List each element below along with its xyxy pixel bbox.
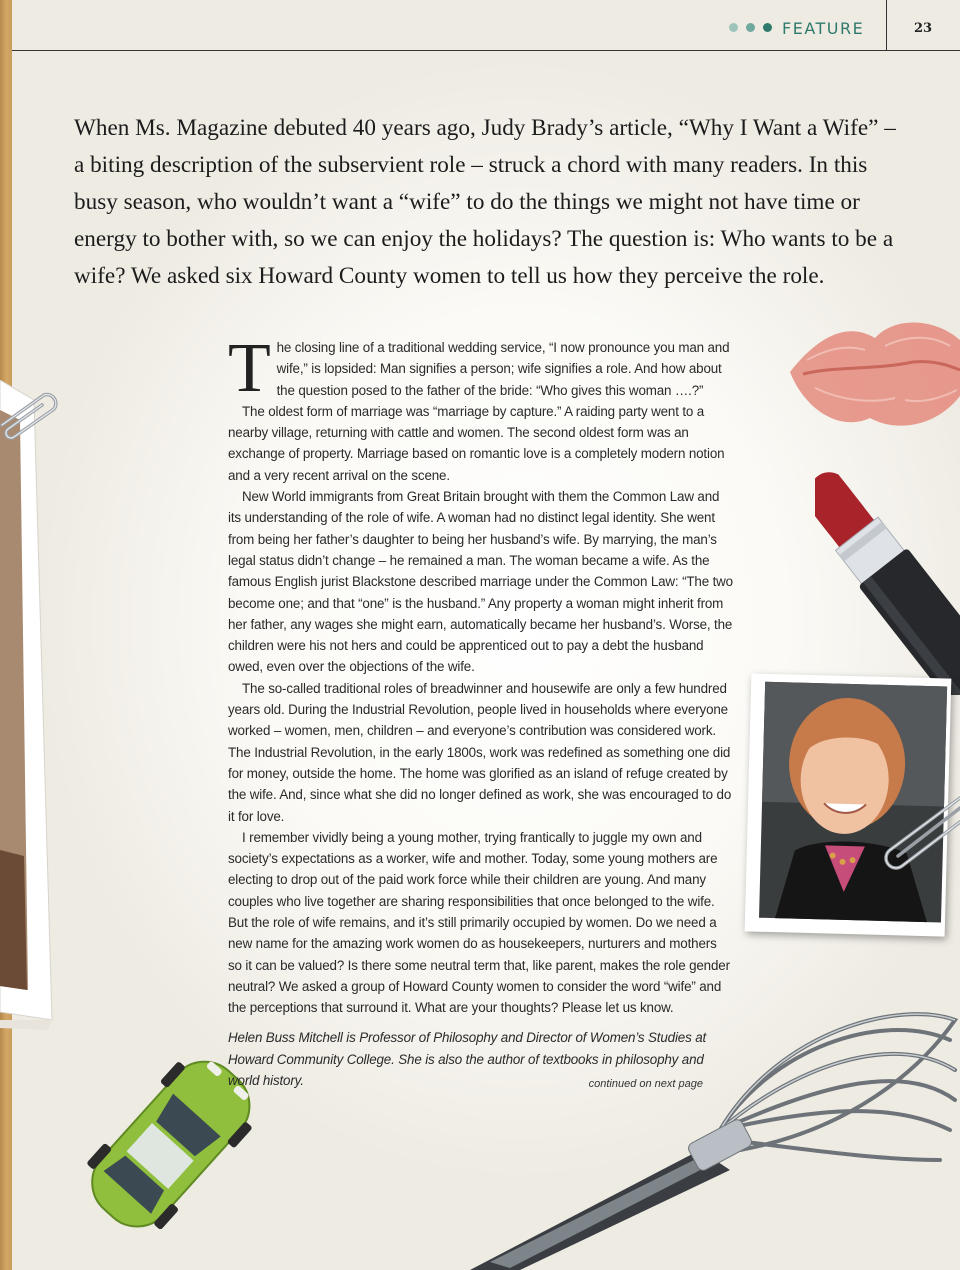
author-byline: Helen Buss Mitchell is Professor of Philosophy and Director of Women’s Studies at Howard Community College. She is also the author of textbooks in philosophy and world history. — [228, 1030, 707, 1088]
lipstick-kiss-image — [785, 300, 960, 450]
header-rule — [12, 50, 960, 51]
article-paragraph: The so-called traditional roles of breadwinner and housewife are only a few hundred years old. During the Industrial Revolution, people lived in households where everyone worked – women, men, children – and everyone’s contribution was considered work. The Industrial Revolution, in the early 1800s, work was redefined as something one did for money, outside the home. The home was glorified as an island of refuge created by the wife. And, since what she did no longer defined as work, she was encouraged to do it for love. — [228, 680, 732, 824]
paperclip-left-icon — [0, 385, 70, 455]
dot-icon — [746, 23, 755, 32]
paperclip-right-icon — [868, 790, 960, 890]
article-paragraph: New World immigrants from Great Britain brought with them the Common Law and its understanding of the role of wife. A woman had no distinct legal identity. She went from being her father’s daughter to being her husband’s wife. By marrying, the man’s legal status didn’t change – he remained a man. The woman became a wife. As the famous English jurist Blackstone described marriage under the Common Law: “The two become one; and that “one” is the husband.” Any property a woman might inherit from her father, any wages she might earn, automatically became her husband’s. Worse, the children were his not hers and could be apprenticed out to pay a debt the husband owed, even over the objections of the wife. — [228, 489, 733, 675]
dot-icon — [729, 23, 738, 32]
article-paragraph — [228, 330, 733, 407]
article-paragraph: The oldest form of marriage was “marriage by capture.” A raiding party went to a nearby village, returning with cattle and women. The second oldest form was an exchange of property. Marriage based on romantic love is a completely modern notion and a very recent arrival on the scene. — [228, 403, 725, 483]
polaroid-photo-left — [0, 380, 70, 1040]
paragraph-text: he closing line of a traditional wedding service, “I now pronounce you man and wife,” is lopsided: Man signifies a person; wife signifies a role. And how about the question posed to the father of the bride: “Who gives this woman ….?” — [276, 340, 730, 398]
dot-icon — [763, 23, 772, 32]
article-paragraph: I remember vividly being a young mother, trying frantically to juggle my own and society’s expectations as a worker, wife and mother. Today, some young mothers are electing to drop out of the paid work force while their children are young. And many couples who live together are sharing responsibilities that once belonged to the wife. But the role of wife remains, and it’s still primarily occupied by women. Do we need a new name for the amazing work women do as housekeepers, nurturers and mothers so it can be valued? Is there some neutral term that, like parent, makes the role gender neutral? We asked a group of Howard County women to consider the word “wife” and the perceptions that surround it. What are your thoughts? Please let us know. — [228, 829, 730, 1016]
drop-cap: T — [228, 330, 271, 407]
header-divider — [886, 0, 887, 50]
section-label: FEATURE — [782, 19, 865, 38]
lipstick-image — [815, 445, 960, 695]
continued-note: continued on next page — [588, 1078, 703, 1090]
article-body — [228, 330, 733, 1019]
section-dots — [729, 23, 772, 32]
intro-paragraph: When Ms. Magazine debuted 40 years ago, Judy Brady’s article, “Why I Want a Wife” – a biting description of the subservient role – struck a chord with many readers. In this busy season, who wouldn’t want a “wife” to do the things we might not have time or energy to bother with, so we can enjoy the holidays? The question is: Who wants to be a wife? We asked six Howard County women to tell us how they perceive the role. — [74, 115, 896, 289]
page-number: 23 — [913, 21, 933, 36]
